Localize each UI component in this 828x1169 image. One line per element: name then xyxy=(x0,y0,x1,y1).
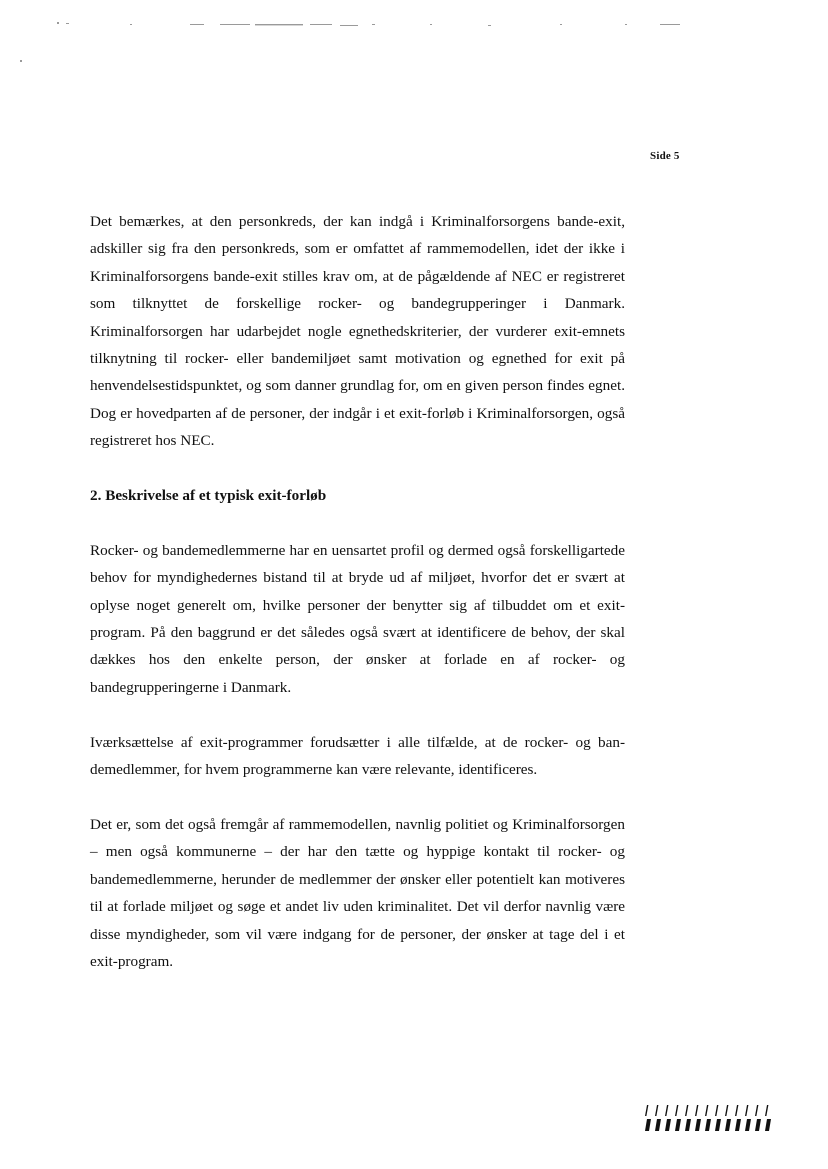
barcode-bar-bottom xyxy=(735,1119,741,1131)
barcode-bar-top xyxy=(675,1105,678,1116)
barcode-bar-bottom xyxy=(675,1119,681,1131)
barcode-bar-bottom xyxy=(745,1119,751,1131)
barcode-bar-bottom xyxy=(725,1119,731,1131)
page-number: Side 5 xyxy=(650,150,680,162)
barcode-bar-bottom xyxy=(705,1119,711,1131)
barcode-bar-top xyxy=(685,1105,688,1116)
barcode-bar-bottom xyxy=(685,1119,691,1131)
barcode-bar-bottom xyxy=(655,1119,661,1131)
paragraph-intro: Det bemærkes, at den personkreds, der kan indgå i Kriminalforsorgens bande-exit, adskiller sig fra den personkreds, som er omfattet af rammemodellen, idet der ikke i Kriminalforsorgens bande-exit stilles krav om, at de pågældende af NEC er registreret som tilknyttet de forskellige rocker- og bandegrupperinger i Danmark. Kriminalforsorgen har udarbejdet nogle egnethedskriterier, der vurderer exit-emnets tilknytning til rocker- eller bandemiljøet samt motivation og egnethed for exit på henvendelsestidspunktet, og som danner grundlag for, om en given person findes egnet. Dog er hovedparten af de personer, der indgår i et exit-forløb i Kriminalforsorgen, også registreret hos NEC. xyxy=(90,213,625,450)
document-body xyxy=(90,208,625,1003)
barcode-bar-bottom xyxy=(715,1119,721,1131)
barcode-bar-top xyxy=(725,1105,728,1116)
barcode-bar-bottom xyxy=(645,1119,651,1131)
section-heading: 2. Beskrivelse af et typisk exit-forløb xyxy=(90,487,327,505)
barcode-bar-bottom xyxy=(665,1119,671,1131)
barcode-bar-top xyxy=(755,1105,758,1116)
paragraph-authorities: Det er, som det også fremgår af rammemodellen, navnlig politiet og Kriminalforsorgen – men også kommunerne – der har den tætte og hyppige kontakt til rocker- og bandemedlemmerne, herunder de medlemmer der ønsker eller potentielt kan motiveres til at forlade miljøet og søge et andet liv uden kriminalitet. Det vil derfor navnlig være disse myndigheder, som vil være indgang for de personer, der ønsker at tage del i et exit-program. xyxy=(90,815,625,970)
barcode-bar-top xyxy=(735,1105,738,1116)
barcode-bar-bottom xyxy=(755,1119,761,1131)
barcode-mark xyxy=(643,1105,775,1131)
barcode-bar-top xyxy=(765,1105,768,1116)
barcode-bar-bottom xyxy=(765,1119,771,1131)
barcode-bar-top xyxy=(745,1105,748,1116)
scan-noise-strip xyxy=(0,0,828,70)
barcode-bar-top xyxy=(695,1105,698,1116)
barcode-bar-top xyxy=(665,1105,668,1116)
barcode-bar-bottom xyxy=(695,1119,701,1131)
barcode-bar-top xyxy=(655,1105,658,1116)
barcode-bar-top xyxy=(705,1105,708,1116)
paragraph-profile: Rocker- og bandemedlemmerne har en uensartet profil og dermed også forskelligartede behov for myndighedernes bistand til at bryde ud af miljøet, hvorfor det er svært at oplyse noget generelt om, hvilke personer der benytter sig af tilbuddet om et exit-program. På den baggrund er det således også svært at identificere de behov, der skal dækkes hos den enkelte person, der ønsker at forlade en af rocker- og bandegrupperingerne i Danmark. xyxy=(90,541,625,696)
barcode-bar-top xyxy=(645,1105,648,1116)
paragraph-implementation: Iværksættelse af exit-programmer forudsætter i alle tilfælde, at de rocker- og bandemedlemmer, for hvem programmerne kan være relevante, identificeres. xyxy=(90,733,625,779)
barcode-bar-top xyxy=(715,1105,718,1116)
